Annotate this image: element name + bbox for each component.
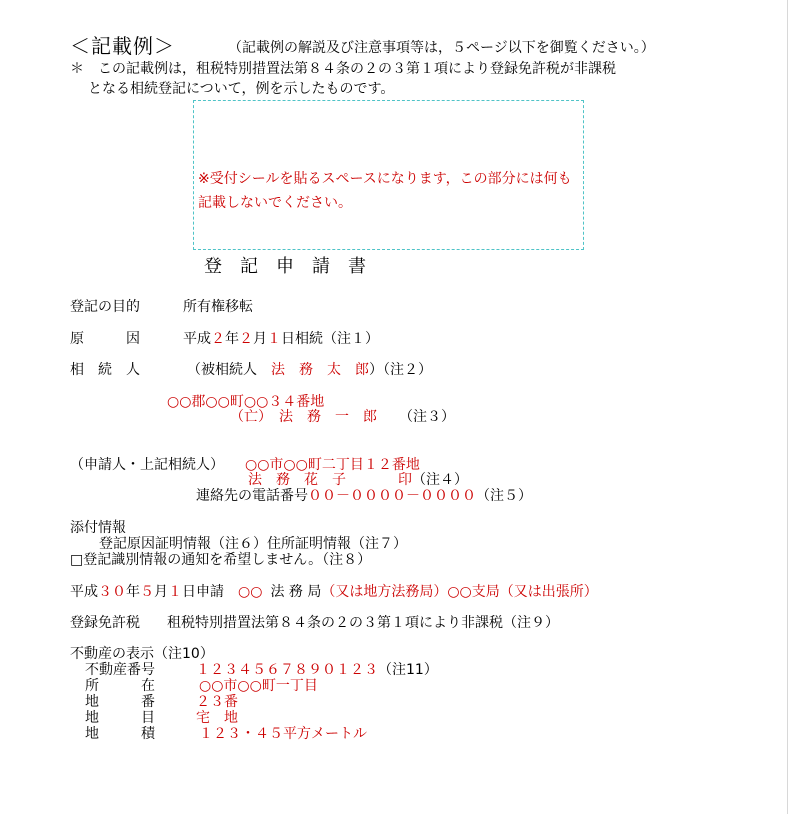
- phone-line: [196, 489, 532, 503]
- lot-label: 地 番: [85, 694, 155, 710]
- lot-value: ２３番: [196, 694, 238, 710]
- location-label: 所 在: [85, 678, 155, 694]
- receipt-seal-area: [193, 100, 584, 250]
- applicant-name: 法 務 花 子: [248, 472, 346, 488]
- application-year: ３０: [98, 584, 126, 600]
- cause-month: ２: [239, 331, 253, 347]
- intro-line-2: となる相続登記について，例を示したものです。: [88, 81, 395, 97]
- phone-label: 連絡先の電話番号: [196, 488, 308, 504]
- heir-name-line: [230, 410, 455, 424]
- example-heading: ＜記載例＞: [70, 34, 175, 58]
- example-note: （記載例の解説及び注意事項等は，５ページ以下を御覧ください。）: [228, 40, 655, 56]
- attachments-label: 添付情報: [70, 520, 126, 536]
- applicant-label: （申請人・上記相続人）: [70, 457, 224, 473]
- applicant-seal: 印: [398, 472, 412, 488]
- application-suffix: 日申請: [182, 584, 224, 600]
- tax-label: 登録免許税: [70, 615, 140, 631]
- phone-note: （注５）: [476, 488, 532, 504]
- location-value: ○○市○○町一丁目: [199, 678, 318, 694]
- area-label: 地 積: [85, 726, 155, 742]
- decedent-name: 法 務 太 郎: [271, 362, 369, 378]
- document-title: 登 記 申 請 書: [204, 256, 366, 277]
- cause-era: 平成: [183, 331, 211, 347]
- cause-year: ２: [211, 331, 225, 347]
- application-month: ５: [140, 584, 154, 600]
- attachments-line-1: 登記原因証明情報（注６）住所証明情報（注７）: [99, 536, 407, 552]
- area-value: １２３・４５平方メートル: [199, 726, 367, 742]
- heir-name: （亡） 法 務 一 郎: [230, 409, 377, 425]
- application-year-suffix: 年: [126, 584, 140, 600]
- office-alt-1: （又は地方法務局）: [321, 584, 448, 600]
- application-era: 平成: [70, 584, 98, 600]
- office-branch: ○○支局: [447, 584, 500, 600]
- office-prefix: ○○: [238, 584, 263, 600]
- property-label: 不動産の表示（注10）: [70, 646, 214, 662]
- phone-number: ００－００００－００００: [308, 488, 476, 504]
- office-alt-2: （又は出張所）: [499, 584, 598, 600]
- purpose-value: 所有権移転: [183, 299, 253, 315]
- tax-value: 租税特別措置法第８４条の２の３第１項により非課税（注９）: [167, 615, 559, 631]
- cause-day: １: [267, 331, 281, 347]
- office-name: 法 務 局: [270, 584, 322, 600]
- application-line: [70, 585, 598, 599]
- category-value: 宅 地: [196, 710, 238, 726]
- cause-value: [183, 332, 379, 346]
- page-edge-divider: [787, 0, 788, 814]
- applicant-address: ○○市○○町二丁目１２番地: [245, 457, 420, 473]
- property-number-note: （注11）: [378, 662, 438, 678]
- intro-line-1: ＊ この記載例は，租税特別措置法第８４条の２の３第１項により登録免許税が非課税: [70, 61, 616, 77]
- purpose-label: 登記の目的: [70, 299, 140, 315]
- decedent-line: [187, 363, 432, 377]
- property-number-label: 不動産番号: [85, 662, 155, 678]
- heir-note: （注３）: [399, 409, 455, 425]
- decedent-suffix: ）（注２）: [369, 362, 432, 378]
- cause-suffix: 日相続（注１）: [281, 331, 379, 347]
- property-number-line: [196, 663, 438, 677]
- application-day: １: [168, 584, 182, 600]
- cause-label: 原 因: [70, 331, 140, 347]
- applicant-name-line: [248, 473, 468, 487]
- property-number: １２３４５６７８９０１２３: [196, 662, 378, 678]
- cause-year-suffix: 年: [225, 331, 239, 347]
- applicant-note: （注４）: [412, 472, 468, 488]
- application-month-suffix: 月: [154, 584, 168, 600]
- decedent-prefix: （被相続人: [187, 362, 257, 378]
- cause-month-suffix: 月: [253, 331, 267, 347]
- receipt-seal-notice: ※受付シールを貼るスペースになります，この部分には何も記載しないでください。: [198, 171, 572, 211]
- decedent-address: ○○郡○○町○○３４番地: [167, 394, 325, 410]
- attachments-line-2: □登記識別情報の通知を希望しません。（注８）: [70, 552, 372, 568]
- category-label: 地 目: [85, 710, 155, 726]
- heir-label: 相 続 人: [70, 362, 140, 378]
